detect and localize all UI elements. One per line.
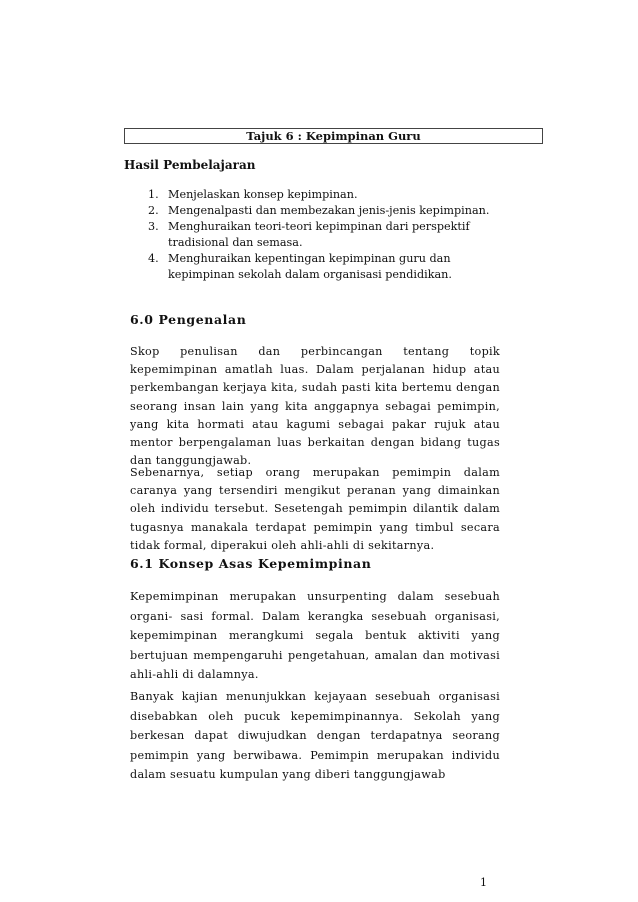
list-item	[130, 187, 500, 203]
concept-paragraph-1: Kepemimpinan merupakan unsurpenting dalam sesebuah organi- sasi formal. Dalam kerangka sesebuah organisasi, kepemimpinan merangkumi segala bentuk aktiviti yang bertujuan mempengaruhi pengetahuan, amalan dan motivasi ahli-ahli di dalamnya.	[130, 590, 500, 681]
section-heading-intro: 6.0 Pengenalan	[130, 312, 247, 327]
list-item-number: 1.	[148, 188, 159, 201]
topic-title: Tajuk 6 : Kepimpinan Guru	[124, 128, 543, 144]
section-heading-concept: 6.1 Konsep Asas Kepemimpinan	[130, 556, 372, 571]
learning-outcomes-list	[130, 187, 500, 283]
intro-paragraph-1: Skop penulisan dan perbincangan tentang topik kepemimpinan amatlah luas. Dalam perjalanan hidup atau perkembangan kerjaya kita, sudah pasti kita bertemu dengan seorang insan lain yang kita anggapnya sebagai pemimpin, yang kita hormati atau kagumi sebagai pakar rujuk atau mentor berpengalaman luas berkaitan dengan bidang tugas dan tanggungjawab.	[130, 345, 500, 468]
list-item-text: Menghuraikan teori-teori kepimpinan dari perspektif tradisional dan semasa.	[168, 220, 470, 249]
list-item-number: 3.	[148, 220, 159, 233]
list-item	[130, 203, 500, 219]
concept-paragraph-2: Banyak kajian menunjukkan kejayaan sesebuah organisasi disebabkan oleh pucuk kepemimpinannya. Sekolah yang berkesan dapat diwujudkan dengan terdapatnya seorang pemimpin yang berwibawa. Pemimpin merupakan individu dalam sesuatu kumpulan yang diberi tanggungjawab	[130, 690, 500, 781]
page-number: 1	[480, 876, 487, 889]
list-item-text: Menjelaskan konsep kepimpinan.	[168, 188, 358, 201]
learning-outcomes-heading: Hasil Pembelajaran	[124, 158, 256, 172]
list-item-number: 4.	[148, 252, 159, 265]
intro-paragraph-2: Sebenarnya, setiap orang merupakan pemimpin dalam caranya yang tersendiri mengikut peranan yang dimainkan oleh individu tersebut. Sesetengah pemimpin dilantik dalam tugasnya manakala terdapat pemimpin yang timbul secara tidak formal, diperakui oleh ahli-ahli di sekitarnya.	[130, 466, 500, 552]
list-item	[130, 251, 500, 283]
list-item-text: Mengenalpasti dan membezakan jenis-jenis kepimpinan.	[168, 204, 490, 217]
list-item	[130, 219, 500, 251]
list-item-text: Menghuraikan kepentingan kepimpinan guru dan kepimpinan sekolah dalam organisasi pendidikan.	[168, 252, 452, 281]
list-item-number: 2.	[148, 204, 159, 217]
